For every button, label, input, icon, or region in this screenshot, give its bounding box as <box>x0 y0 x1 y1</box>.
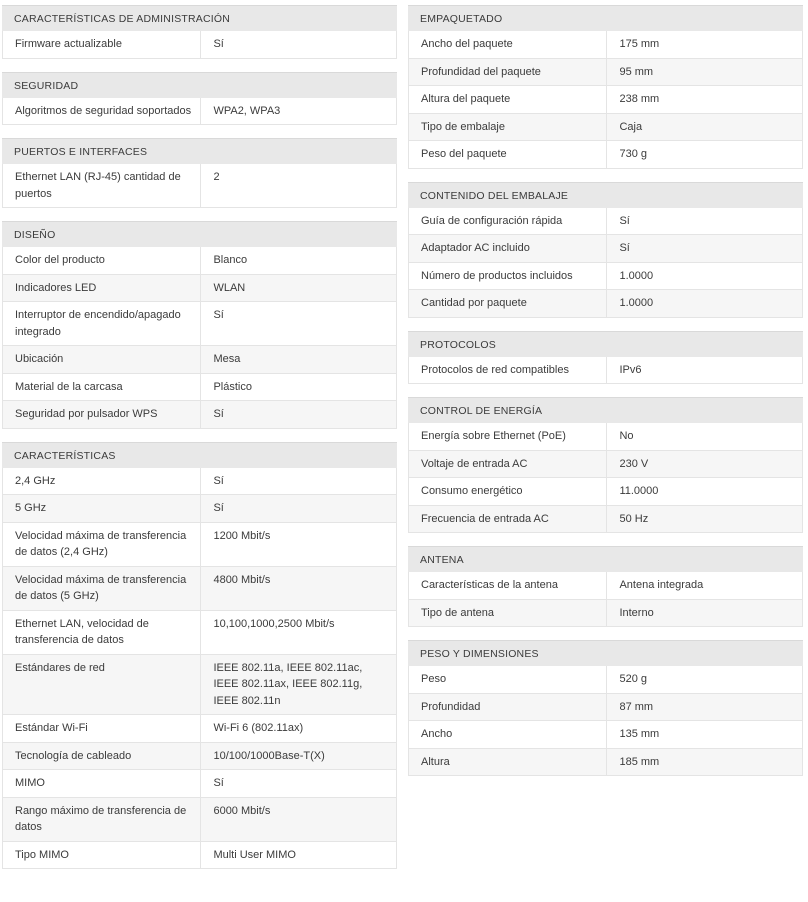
spec-section <box>2 5 397 59</box>
table-row <box>409 720 802 748</box>
table-row <box>409 262 802 290</box>
spec-label: Ubicación <box>3 346 201 373</box>
table-row <box>3 400 396 428</box>
spec-value: IPv6 <box>619 363 642 376</box>
section-header: CONTROL DE ENERGÍA <box>408 397 803 423</box>
spec-value: Antena integrada <box>619 579 704 591</box>
spec-section <box>408 546 803 627</box>
table-row <box>3 247 396 274</box>
spec-label: Estándar Wi-Fi <box>3 715 201 742</box>
spec-value: Blanco <box>213 254 248 266</box>
spec-value: 185 mm <box>619 755 660 768</box>
spec-label: Número de productos incluidos <box>409 263 607 290</box>
spec-value: 50 Hz <box>619 512 649 525</box>
table-row <box>3 373 396 401</box>
spec-value: 11.0000 <box>619 485 659 497</box>
spec-section <box>408 5 803 169</box>
spec-label: Ancho <box>409 721 607 748</box>
spec-value: No <box>619 430 634 442</box>
spec-value: 10,100,1000,2500 Mbit/s <box>213 617 335 630</box>
section-body <box>408 572 803 627</box>
table-row <box>409 113 802 141</box>
spec-value: 1200 Mbit/s <box>213 529 271 542</box>
spec-label: Guía de configuración rápida <box>409 208 607 235</box>
section-body <box>2 31 397 59</box>
spec-label: Firmware actualizable <box>3 31 201 58</box>
spec-value: Multi User MIMO <box>213 848 296 861</box>
section-body <box>2 164 397 208</box>
section-header: SEGURIDAD <box>2 72 397 98</box>
spec-value: Sí <box>213 408 224 420</box>
spec-label: Protocolos de red compatibles <box>409 357 607 384</box>
spec-section <box>408 331 803 385</box>
section-header: DISEÑO <box>2 221 397 247</box>
table-row <box>409 58 802 86</box>
section-body <box>2 98 397 126</box>
table-row <box>3 610 396 654</box>
spec-label: Algoritmos de seguridad soportados <box>3 98 201 125</box>
spec-label: Energía sobre Ethernet (PoE) <box>409 423 607 450</box>
section-body <box>2 468 397 870</box>
section-header: EMPAQUETADO <box>408 5 803 31</box>
spec-label: Altura del paquete <box>409 86 607 113</box>
spec-label: Voltaje de entrada AC <box>409 451 607 478</box>
spec-value: Sí <box>213 309 224 321</box>
table-row <box>3 345 396 373</box>
table-row <box>3 522 396 566</box>
spec-value: Wi-Fi 6 (802.11ax) <box>213 722 304 734</box>
spec-label: Ethernet LAN, velocidad de transferencia de datos <box>3 611 201 654</box>
spec-section <box>2 221 397 429</box>
spec-value: 4800 Mbit/s <box>213 573 271 586</box>
spec-value: Caja <box>619 120 643 133</box>
spec-value: WPA2, WPA3 <box>213 104 281 117</box>
spec-value: Mesa <box>213 353 241 365</box>
spec-label: Ethernet LAN (RJ-45) cantidad de puertos <box>3 164 201 207</box>
spec-section <box>408 397 803 533</box>
spec-label: Tecnología de cableado <box>3 743 201 770</box>
spec-value: Sí <box>619 214 630 227</box>
spec-value: WLAN <box>213 281 246 294</box>
spec-column-right <box>408 5 803 789</box>
table-row <box>3 164 396 207</box>
section-body <box>408 423 803 533</box>
table-row <box>409 693 802 721</box>
table-row <box>409 599 802 627</box>
section-header: PUERTOS E INTERFACES <box>2 138 397 164</box>
section-header: PESO Y DIMENSIONES <box>408 640 803 666</box>
spec-value: 1.0000 <box>619 297 654 309</box>
spec-label: Indicadores LED <box>3 275 201 302</box>
section-body <box>2 247 397 429</box>
spec-label: Tipo de embalaje <box>409 114 607 141</box>
spec-value: 175 mm <box>619 38 660 50</box>
table-row <box>3 654 396 715</box>
table-row <box>409 477 802 505</box>
spec-label: Velocidad máxima de transferencia de datos (5 GHz) <box>3 567 201 610</box>
table-row <box>409 140 802 168</box>
spec-label: Consumo energético <box>409 478 607 505</box>
table-row <box>3 494 396 522</box>
spec-label: Ancho del paquete <box>409 31 607 58</box>
table-row <box>3 274 396 302</box>
table-row <box>409 572 802 599</box>
spec-label: Peso <box>409 666 607 693</box>
spec-column-left <box>2 5 397 882</box>
spec-value: 238 mm <box>619 93 660 105</box>
spec-value: Sí <box>213 38 224 50</box>
spec-label: Tipo MIMO <box>3 842 201 869</box>
table-row <box>3 468 396 495</box>
table-row <box>409 748 802 776</box>
table-row <box>3 769 396 797</box>
spec-value: 1.0000 <box>619 269 654 282</box>
spec-value: 6000 Mbit/s <box>213 804 271 817</box>
spec-label: Características de la antena <box>409 572 607 599</box>
spec-label: Frecuencia de entrada AC <box>409 506 607 533</box>
spec-label: Altura <box>409 749 607 776</box>
spec-label: Interruptor de encendido/apagado integrado <box>3 302 201 345</box>
spec-value: 520 g <box>619 673 647 685</box>
spec-value: 87 mm <box>619 700 654 713</box>
spec-label: Estándares de red <box>3 655 201 715</box>
table-row <box>3 742 396 770</box>
section-body <box>408 357 803 385</box>
table-row <box>409 505 802 533</box>
spec-value: 95 mm <box>619 65 654 78</box>
section-header: CARACTERÍSTICAS <box>2 442 397 468</box>
spec-value: Sí <box>213 474 224 487</box>
spec-label: Tipo de antena <box>409 600 607 627</box>
spec-value: Interno <box>619 606 654 619</box>
table-row <box>3 98 396 125</box>
table-row <box>3 714 396 742</box>
table-row <box>409 666 802 693</box>
spec-label: Color del producto <box>3 247 201 274</box>
table-row <box>409 234 802 262</box>
table-row <box>409 289 802 317</box>
spec-value: 10/100/1000Base-T(X) <box>213 749 325 762</box>
table-row <box>409 31 802 58</box>
spec-label: Material de la carcasa <box>3 374 201 401</box>
table-row <box>3 841 396 869</box>
spec-section <box>408 640 803 776</box>
section-header: CARACTERÍSTICAS DE ADMINISTRACIÓN <box>2 5 397 31</box>
spec-section <box>408 182 803 318</box>
table-row <box>409 450 802 478</box>
section-header: ANTENA <box>408 546 803 572</box>
spec-value: IEEE 802.11a, IEEE 802.11ac, IEEE 802.11ax, IEEE 802.11g, IEEE 802.11n <box>213 661 363 707</box>
spec-value: 730 g <box>619 148 647 160</box>
table-row <box>3 301 396 345</box>
table-row <box>3 31 396 58</box>
spec-label: 5 GHz <box>3 495 201 522</box>
spec-value: Sí <box>213 502 224 514</box>
spec-value: 135 mm <box>619 728 660 740</box>
section-header: PROTOCOLOS <box>408 331 803 357</box>
section-body <box>408 666 803 776</box>
table-row <box>3 566 396 610</box>
spec-label: MIMO <box>3 770 201 797</box>
spec-label: 2,4 GHz <box>3 468 201 495</box>
table-row <box>3 797 396 841</box>
spec-label: Profundidad del paquete <box>409 59 607 86</box>
spec-section <box>2 72 397 126</box>
table-row <box>409 357 802 384</box>
spec-value: 230 V <box>619 457 649 470</box>
table-row <box>409 85 802 113</box>
spec-label: Peso del paquete <box>409 141 607 168</box>
spec-label: Velocidad máxima de transferencia de datos (2,4 GHz) <box>3 523 201 566</box>
spec-value: Sí <box>213 777 224 789</box>
spec-value: 2 <box>213 171 220 183</box>
spec-label: Rango máximo de transferencia de datos <box>3 798 201 841</box>
spec-value: Plástico <box>213 380 252 393</box>
section-header: CONTENIDO DEL EMBALAJE <box>408 182 803 208</box>
table-row <box>409 208 802 235</box>
spec-label: Seguridad por pulsador WPS <box>3 401 201 428</box>
table-row <box>409 423 802 450</box>
spec-label: Cantidad por paquete <box>409 290 607 317</box>
spec-value: Sí <box>619 242 630 254</box>
spec-label: Profundidad <box>409 694 607 721</box>
section-body <box>408 208 803 318</box>
section-body <box>408 31 803 169</box>
spec-label: Adaptador AC incluido <box>409 235 607 262</box>
spec-section <box>2 138 397 208</box>
spec-section <box>2 442 397 870</box>
